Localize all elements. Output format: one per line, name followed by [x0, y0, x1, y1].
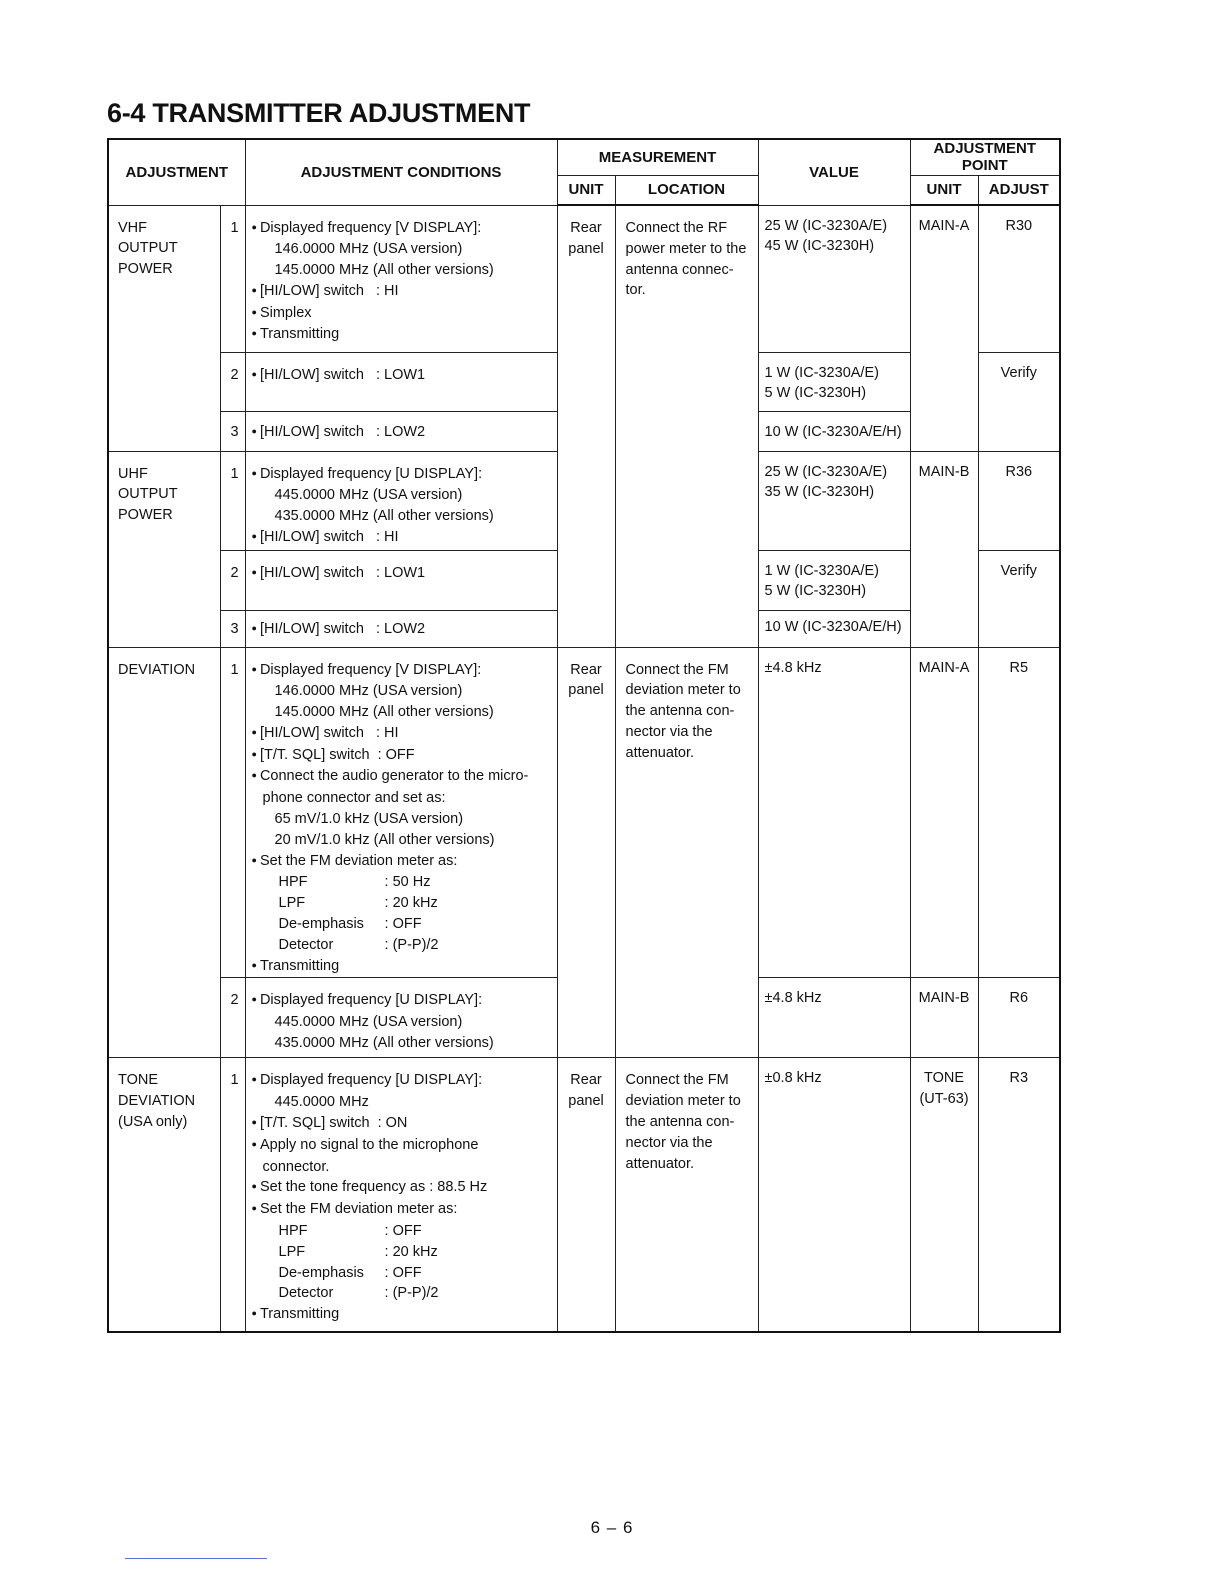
step-number: 3: [220, 411, 245, 451]
conditions-cell: ● Displayed frequency [V DISPLAY]: 146.0000 MHz (USA version) 145.0000 MHz (All other versions) ● [HI/LOW] switch : HI ● [T/T. SQL] switch : OFF ● Connect the audio generator to the micro- phone connector and set as: 65 mV/1.0 kHz (USA version) 20 mV/1.0 kHz (All other versions) ● Set the FM deviation meter as: HPF : 50 Hz LPF : 20 kHz De-emphasis : OFF Detector : (P-P)/2 ● Transmitting: [245, 647, 557, 978]
measurement-unit: Rear panel: [557, 1058, 615, 1332]
conditions-cell: ● [HI/LOW] switch : LOW1: [245, 352, 557, 411]
adjust-cell: R36: [978, 451, 1060, 550]
step-number: 1: [220, 1058, 245, 1332]
step-number: 2: [220, 550, 245, 610]
adjust-cell: Verify: [978, 550, 1060, 647]
adjust-unit: MAIN-A: [910, 205, 978, 451]
step-number: 2: [220, 978, 245, 1058]
adjust-cell: Verify: [978, 352, 1060, 451]
adjust-unit: TONE (UT-63): [910, 1058, 978, 1332]
conditions-cell: ● [HI/LOW] switch : LOW2: [245, 411, 557, 451]
measurement-unit: Rear panel: [557, 647, 615, 1058]
value-cell: ±0.8 kHz: [758, 1058, 910, 1332]
adjust-cell: R6: [978, 978, 1060, 1058]
value-cell: 10 W (IC-3230A/E/H): [758, 610, 910, 647]
conditions-cell: ● Displayed frequency [U DISPLAY]: 445.0000 MHz ● [T/T. SQL] switch : ON ● Apply no signal to the microphone connector. ● Set the tone frequency as : 88.5 Hz ● Set the FM deviation meter as: HPF : OFF LPF : 20 kHz De-emphasis : OFF Detector : (P-P)/2 ● Transmitting: [245, 1058, 557, 1332]
step-number: 2: [220, 352, 245, 411]
header-ap-unit: UNIT: [910, 175, 978, 205]
adjust-unit: MAIN-A: [910, 647, 978, 978]
page-number: 6 – 6: [590, 1518, 634, 1537]
value-cell: 10 W (IC-3230A/E/H): [758, 411, 910, 451]
value-cell: 25 W (IC-3230A/E) 35 W (IC-3230H): [758, 451, 910, 550]
conditions-cell: ● [HI/LOW] switch : LOW2: [245, 610, 557, 647]
conditions-cell: ● Displayed frequency [U DISPLAY]: 445.0000 MHz (USA version) 435.0000 MHz (All other versions) ● [HI/LOW] switch : HI: [245, 451, 557, 550]
header-measurement: MEASUREMENT: [557, 139, 758, 175]
step-number: 1: [220, 647, 245, 978]
step-number: 1: [220, 451, 245, 550]
adjustment-name: VHF OUTPUT POWER: [108, 205, 220, 451]
header-meas-unit: UNIT: [557, 175, 615, 205]
measurement-location: Connect the RF power meter to the antenna connec- tor.: [615, 205, 758, 647]
adjust-cell: R3: [978, 1058, 1060, 1332]
value-cell: ±4.8 kHz: [758, 978, 910, 1058]
measurement-location: Connect the FM deviation meter to the antenna con- nector via the attenuator.: [615, 647, 758, 1058]
adjust-cell: R5: [978, 647, 1060, 978]
adjustment-name: TONE DEVIATION (USA only): [108, 1058, 220, 1332]
value-cell: 1 W (IC-3230A/E) 5 W (IC-3230H): [758, 550, 910, 610]
step-number: 1: [220, 205, 245, 352]
step-number: 3: [220, 610, 245, 647]
page-title: 6-4 TRANSMITTER ADJUSTMENT: [107, 98, 531, 128]
adjustment-name: DEVIATION: [108, 647, 220, 1058]
adjust-cell: R30: [978, 205, 1060, 352]
measurement-location: Connect the FM deviation meter to the antenna con- nector via the attenuator.: [615, 1058, 758, 1332]
value-cell: ±4.8 kHz: [758, 647, 910, 978]
header-ap-adjust: ADJUST: [978, 175, 1060, 205]
transmitter-adjustment-table: [107, 138, 1061, 1333]
table-row: [108, 205, 1060, 352]
conditions-cell: ● Displayed frequency [U DISPLAY]: 445.0000 MHz (USA version) 435.0000 MHz (All other versions): [245, 978, 557, 1058]
adjust-unit: MAIN-B: [910, 451, 978, 647]
header-adjustment: ADJUSTMENT: [108, 139, 245, 205]
conditions-cell: ● Displayed frequency [V DISPLAY]: 146.0000 MHz (USA version) 145.0000 MHz (All other versions) ● [HI/LOW] switch : HI ● Simplex ● Transmitting: [245, 205, 557, 352]
measurement-unit: Rear panel: [557, 205, 615, 647]
header-adjustment-point: ADJUSTMENT POINT: [910, 139, 1060, 175]
conditions-cell: ● [HI/LOW] switch : LOW1: [245, 550, 557, 610]
adjust-unit: MAIN-B: [910, 978, 978, 1058]
header-meas-location: LOCATION: [615, 175, 758, 205]
value-cell: 25 W (IC-3230A/E) 45 W (IC-3230H): [758, 205, 910, 352]
adjustment-name: UHF OUTPUT POWER: [108, 451, 220, 647]
table-row: [108, 1058, 1060, 1332]
divider: [125, 1558, 267, 1559]
value-cell: 1 W (IC-3230A/E) 5 W (IC-3230H): [758, 352, 910, 411]
table-row: [108, 647, 1060, 978]
header-conditions: ADJUSTMENT CONDITIONS: [245, 139, 557, 205]
header-value: VALUE: [758, 139, 910, 205]
